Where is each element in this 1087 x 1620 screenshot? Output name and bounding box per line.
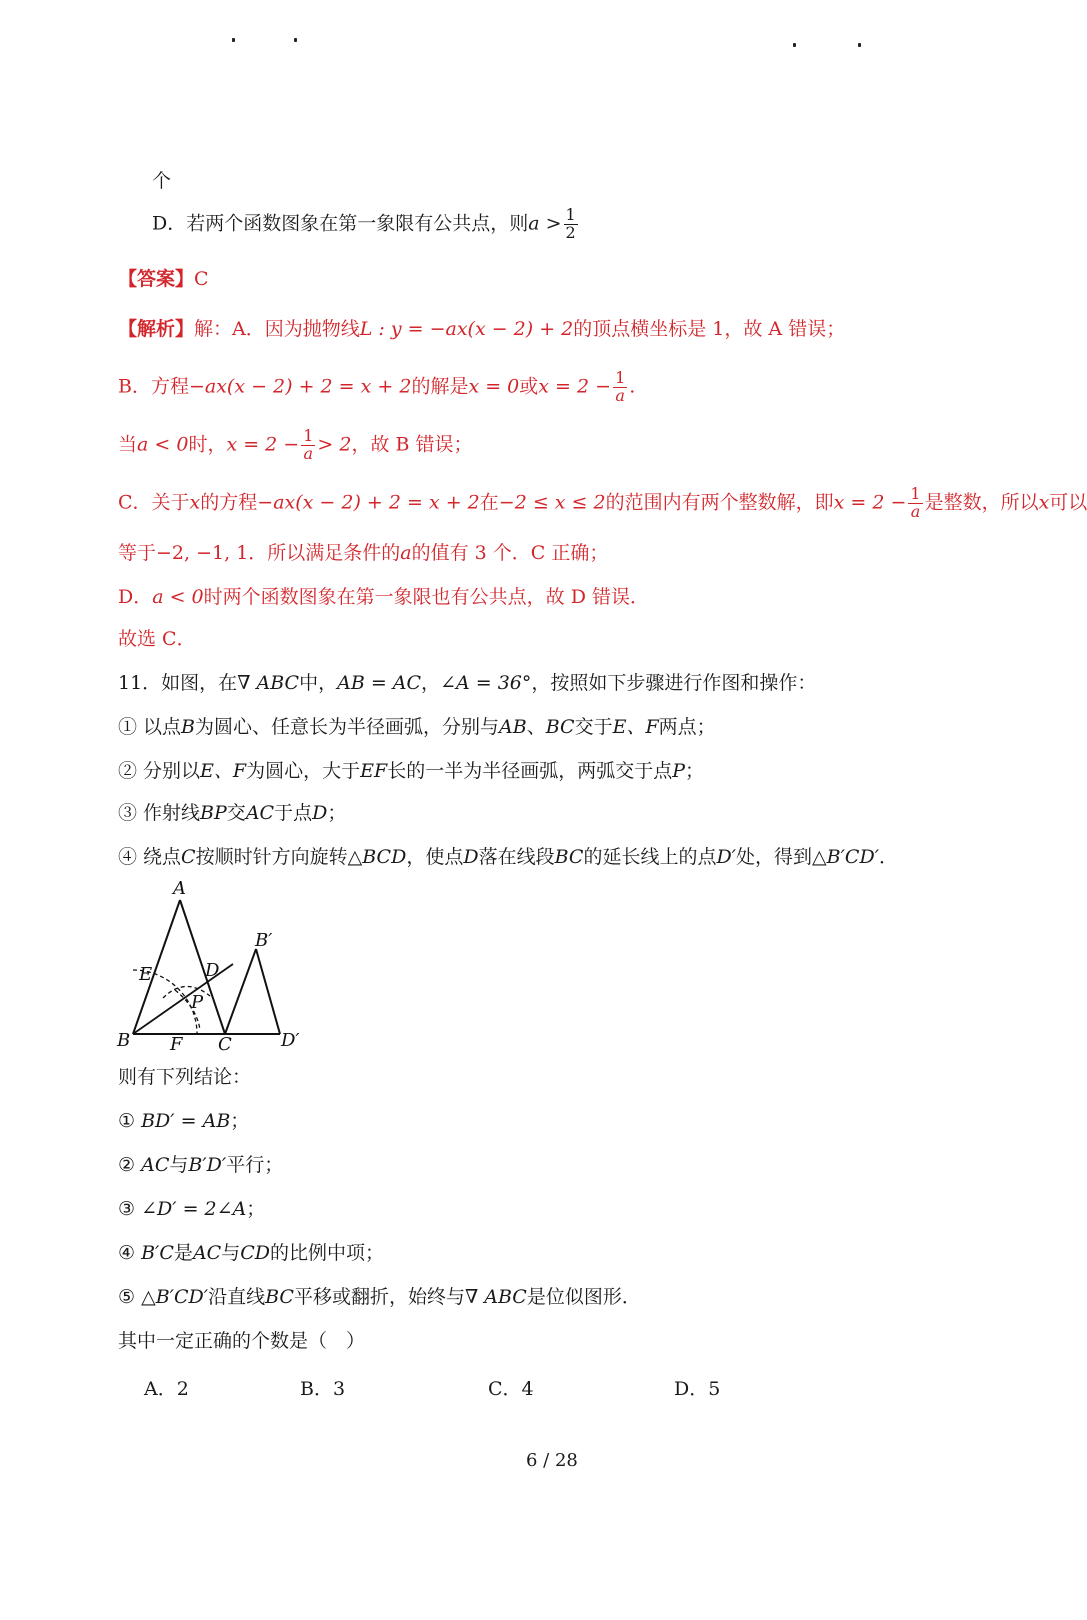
- q11-step-4: ④ 绕点C按顺时针方向旋转△BCD，使点D落在线段BC的延长线上的点D′处，得到△B′CD′．: [118, 846, 899, 868]
- q11-stem: 11．如图，在∇ ABC中，AB = AC，∠A = 36°，按照如下步骤进行作图和操作：: [118, 672, 817, 694]
- header-mark: [294, 38, 297, 42]
- label-d-prime: D′: [281, 1030, 300, 1051]
- conclusion-4: ④ B′C是AC与CD的比例中项；: [118, 1242, 385, 1264]
- segment-cb-prime: [225, 949, 256, 1034]
- q11-question: 其中一定正确的个数是（ ）: [118, 1330, 366, 1352]
- conclusion-2: ② AC与B′D′平行；: [118, 1154, 284, 1176]
- analysis-line-e: 等于−2, −1, 1．所以满足条件的a的值有 3 个．C 正确；: [118, 542, 609, 564]
- header-mark: [232, 38, 235, 42]
- answer-value: C: [194, 268, 209, 290]
- analysis-line-d: C．关于x的方程−ax(x − 2) + 2 = x + 2在−2 ≤ x ≤ 2的范围内有两个整数解，即x = 2 − $\frac{1}{a}$ 是整数，所以x可以: [118, 484, 1087, 521]
- conclusion-3: ③ ∠D′ = 2∠A；: [118, 1198, 266, 1220]
- q11-lead: 则有下列结论：: [118, 1066, 252, 1088]
- option-c[interactable]: C．4: [488, 1378, 534, 1400]
- label-b-prime: B′: [255, 930, 273, 951]
- q11-step-2: ② 分别以E、F为圆心，大于EF长的一半为半径画弧，两弧交于点P；: [118, 760, 705, 782]
- answer-label: 【答案】: [118, 268, 195, 290]
- option-a[interactable]: A．2: [144, 1378, 189, 1400]
- label-d: D: [205, 960, 220, 981]
- header-mark: [858, 43, 861, 47]
- q11-step-3: ③ 作射线BP交AC于点D；: [118, 802, 347, 824]
- prev-option-d: D．若两个函数图象在第一象限有公共点，则a > $\frac{1}{2}$: [152, 205, 576, 242]
- option-d[interactable]: D．5: [674, 1378, 721, 1400]
- analysis-line-f: D．a < 0时两个函数图象在第一象限也有公共点，故 D 错误．: [118, 586, 649, 608]
- analysis-conclusion: 故选 C．: [118, 628, 196, 650]
- geometry-figure: [115, 878, 315, 1058]
- q11-step-1: ① 以点B为圆心、任意长为半径画弧，分别与AB、BC交于E、F两点；: [118, 716, 716, 738]
- continuation-text: 个: [152, 170, 172, 192]
- answer-line: [118, 268, 209, 291]
- header-mark: [793, 43, 796, 47]
- conclusion-5: ⑤ △B′CD′沿直线BC平移或翻折，始终与∇ ABC是位似图形．: [118, 1286, 641, 1308]
- analysis-line-c: 当a < 0时，x = 2 − $\frac{1}{a}$ > 2，故 B 错误；: [118, 426, 473, 463]
- option-b[interactable]: B．3: [300, 1378, 346, 1400]
- analysis-label: 【解析】: [118, 318, 195, 340]
- label-e: E: [139, 964, 153, 985]
- label-a: A: [173, 878, 186, 899]
- conclusion-1: ① BD′ = AB；: [118, 1110, 250, 1132]
- label-b: B: [117, 1030, 131, 1051]
- label-c: C: [218, 1034, 232, 1055]
- analysis-line-b: B．方程−ax(x − 2) + 2 = x + 2的解是x = 0或x = 2 − $\frac{1}{a}$ .: [118, 368, 636, 405]
- analysis-line-a: 【解析】解：A．因为抛物线L : y = −ax(x − 2) + 2的顶点横坐标是 1，故 A 错误；: [118, 318, 846, 340]
- label-f: F: [170, 1034, 183, 1055]
- segment-b-prime-d-prime: [256, 949, 280, 1034]
- page-number: 6 / 28: [526, 1450, 578, 1471]
- label-p: P: [191, 992, 204, 1013]
